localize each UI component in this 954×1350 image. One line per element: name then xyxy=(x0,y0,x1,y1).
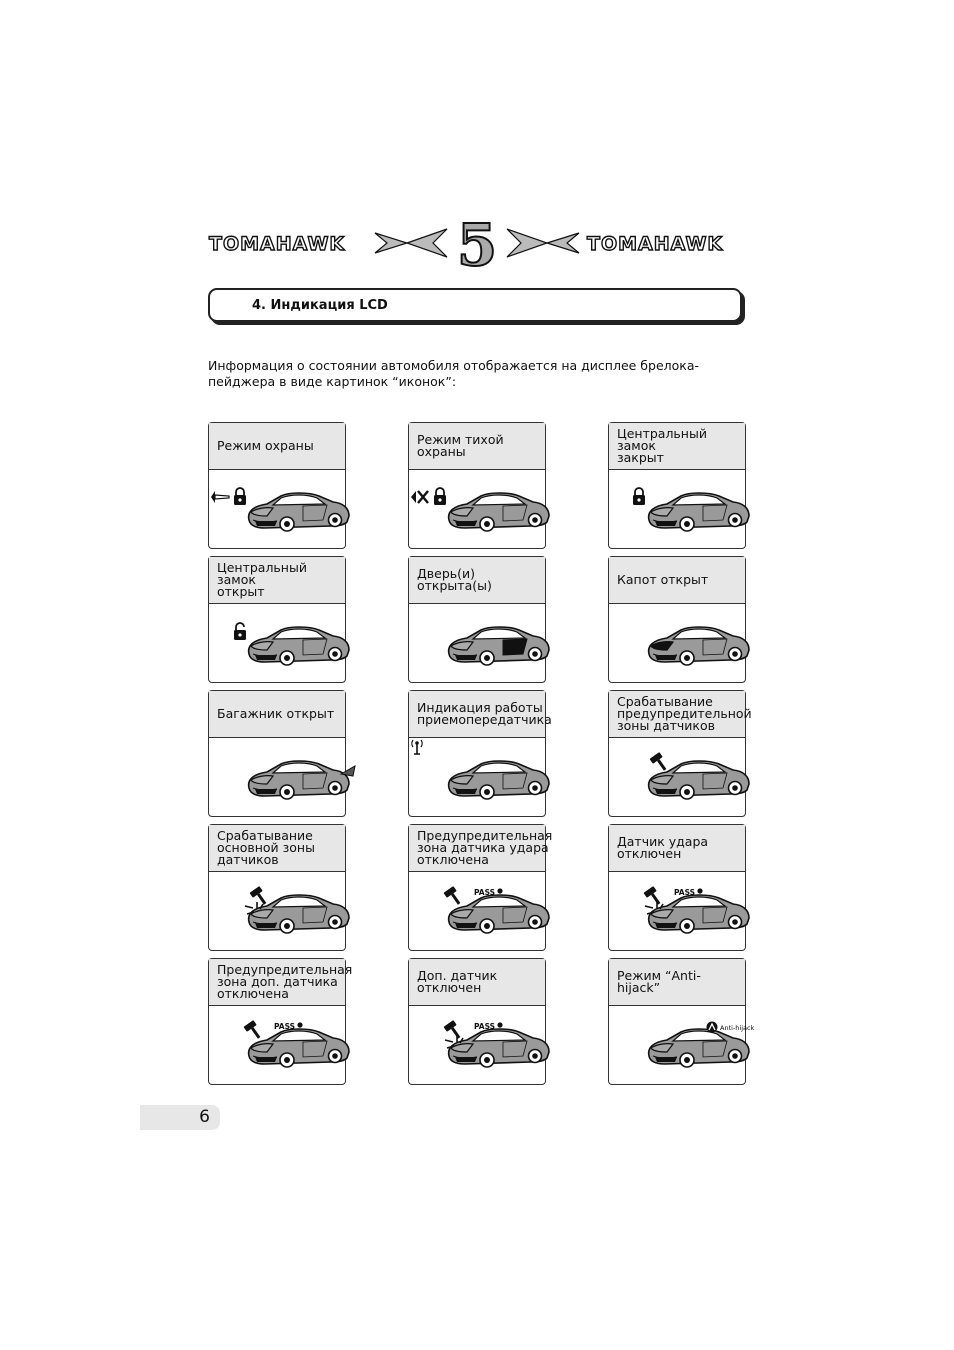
card-caption: Доп. датчик отключен xyxy=(409,959,545,1006)
hammer-icon xyxy=(443,1020,463,1042)
icon-card xyxy=(208,824,346,951)
card-caption: Срабатывание предупредительной зоны датчиков xyxy=(609,691,745,738)
card-illustration xyxy=(409,604,545,682)
logo-x-left xyxy=(375,229,447,257)
icon-card xyxy=(608,824,746,951)
svg-text:PASS: PASS xyxy=(674,888,696,897)
icon-card xyxy=(608,958,755,1085)
card-caption: Центральный замок открыт xyxy=(209,557,345,604)
car-illustration xyxy=(249,1029,349,1067)
lock-closed-icon xyxy=(633,488,645,505)
icon-card xyxy=(608,422,746,549)
car-illustration xyxy=(249,627,349,665)
icon-card xyxy=(408,824,553,951)
icon-card xyxy=(208,556,346,683)
icon-card xyxy=(208,422,346,549)
icon-card xyxy=(408,556,546,683)
page-number: 6 xyxy=(199,1107,210,1127)
svg-text:PASS: PASS xyxy=(274,1022,296,1031)
card-caption: Центральный замок закрыт xyxy=(609,423,745,470)
card-illustration xyxy=(609,470,745,548)
card-caption: Режим охраны xyxy=(209,423,345,470)
svg-text:PASS: PASS xyxy=(474,1022,496,1031)
car-illustration xyxy=(649,895,749,933)
car-illustration xyxy=(449,761,549,799)
card-caption: Режим тихой охраны xyxy=(409,423,545,470)
card-caption: Срабатывание основной зоны датчиков xyxy=(209,825,345,872)
card-illustration xyxy=(409,872,545,950)
lock-open-icon xyxy=(234,623,246,640)
card-illustration xyxy=(209,738,345,816)
tomahawk-logo xyxy=(207,211,747,279)
section-header-box xyxy=(208,288,742,322)
icon-card xyxy=(208,690,346,817)
antenna-icon xyxy=(412,740,422,754)
anti-hijack-icon xyxy=(707,1022,755,1033)
hammer-icon xyxy=(243,1020,263,1042)
hammer-icon xyxy=(249,886,269,908)
hammer-icon xyxy=(643,886,663,908)
card-illustration xyxy=(609,1006,755,1084)
car-illustration xyxy=(649,1029,749,1067)
card-caption: Режим “Anti-hijack” xyxy=(609,959,745,1006)
icon-card xyxy=(408,422,546,549)
svg-text:Anti-hijack: Anti-hijack xyxy=(720,1024,755,1032)
car-illustration xyxy=(449,627,549,665)
card-caption: Капот открыт xyxy=(609,557,745,604)
card-illustration xyxy=(209,604,345,682)
card-illustration xyxy=(209,1006,345,1084)
hammer-icon xyxy=(443,886,463,908)
icon-card xyxy=(608,690,752,817)
card-illustration xyxy=(409,738,545,816)
icon-card xyxy=(208,958,353,1085)
card-illustration xyxy=(409,1006,545,1084)
car-illustration xyxy=(649,627,749,665)
card-illustration xyxy=(209,470,345,548)
logo-word-left: TOMAHAWK xyxy=(209,233,346,255)
car-illustration xyxy=(449,493,549,531)
section-title: 4. Индикация LCD xyxy=(252,298,388,313)
card-caption: Предупредительная зона датчика удара отключена xyxy=(409,825,545,872)
card-illustration xyxy=(609,872,745,950)
lock-closed-icon xyxy=(234,488,246,505)
card-illustration xyxy=(409,470,545,548)
svg-text:PASS: PASS xyxy=(474,888,496,897)
car-illustration xyxy=(649,493,749,531)
card-caption: Дверь(и) открыта(ы) xyxy=(409,557,545,604)
intro-paragraph: Информация о состоянии автомобиля отображается на дисплее брелока-пейджера в виде картинок “иконок”: xyxy=(208,358,700,389)
hammer-icon xyxy=(649,752,669,774)
icon-card xyxy=(408,690,552,817)
card-illustration xyxy=(209,872,345,950)
logo-word-right: TOMAHAWK xyxy=(587,233,724,255)
card-caption: Багажник открыт xyxy=(209,691,345,738)
logo-numeral: 5 xyxy=(456,211,498,279)
car-illustration xyxy=(249,761,355,799)
lock-closed-icon xyxy=(434,488,446,505)
horn-muted-icon xyxy=(411,491,428,503)
car-illustration xyxy=(249,493,349,531)
page-number-tab xyxy=(140,1105,220,1130)
icon-card xyxy=(608,556,746,683)
card-caption: Датчик удара отключен xyxy=(609,825,745,872)
card-illustration xyxy=(609,604,745,682)
horn-icon xyxy=(211,491,229,503)
car-illustration xyxy=(449,895,549,933)
card-caption: Предупредительная зона доп. датчика отключена xyxy=(209,959,345,1006)
car-illustration xyxy=(449,1029,549,1067)
card-caption: Индикация работы приемопередатчика xyxy=(409,691,545,738)
icon-card xyxy=(408,958,546,1085)
logo-x-right xyxy=(507,229,579,257)
card-illustration xyxy=(609,738,745,816)
